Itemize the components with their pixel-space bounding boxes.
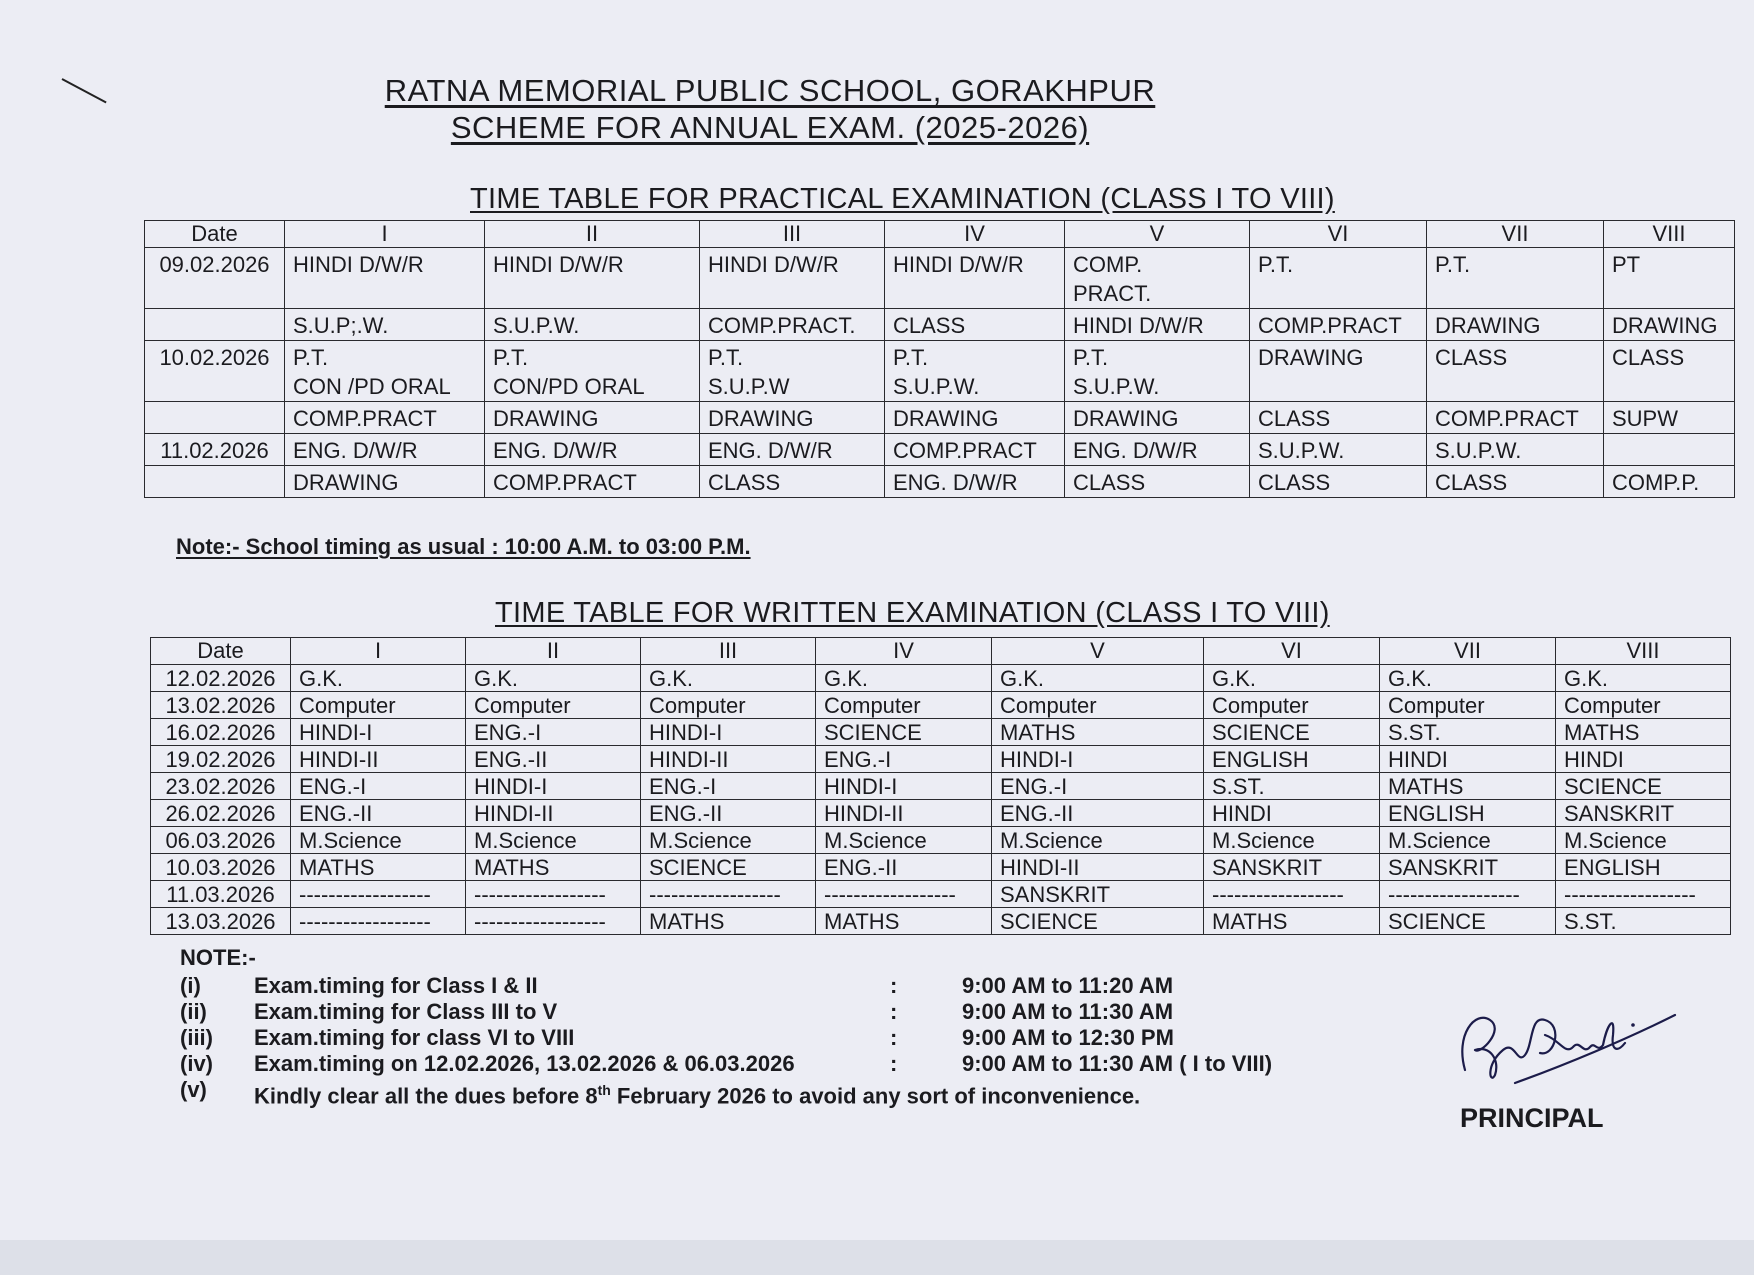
subject-cell: MATHS: [816, 908, 992, 935]
subject-cell: MATHS: [466, 854, 641, 881]
subject-cell: ENGLISH: [1380, 800, 1556, 827]
subject-cell: DRAWING: [485, 402, 700, 434]
subject-cell: MATHS: [992, 719, 1204, 746]
subject-cell: HINDI D/W/R: [285, 248, 485, 309]
subject-cell: HINDI-II: [816, 800, 992, 827]
subject-cell: HINDI-I: [816, 773, 992, 800]
subject-cell: HINDI D/W/R: [1065, 309, 1250, 341]
subject-cell: HINDI-II: [641, 746, 816, 773]
note-text: Exam.timing for class VI to VIII: [254, 1025, 575, 1050]
column-header-class: VIII: [1556, 638, 1731, 665]
table-row: [145, 434, 1735, 466]
subject-cell: HINDI: [1204, 800, 1380, 827]
date-cell: 10.02.2026: [145, 341, 285, 402]
school-name: RATNA MEMORIAL PUBLIC SCHOOL, GORAKHPUR: [384, 73, 1156, 108]
subject-cell: ENG.-II: [641, 800, 816, 827]
note-time: 9:00 AM to 12:30 PM: [962, 1025, 1174, 1050]
table-row: [151, 665, 1731, 692]
subject-cell: S.U.P.W.: [1427, 434, 1604, 466]
subject-cell: M.Science: [466, 827, 641, 854]
date-cell: 10.03.2026: [151, 854, 291, 881]
subject-cell: G.K.: [1204, 665, 1380, 692]
subject-cell: P.T. S.U.P.W: [700, 341, 885, 402]
subject-cell: ENG. D/W/R: [285, 434, 485, 466]
subject-cell: Computer: [466, 692, 641, 719]
subject-cell: G.K.: [1380, 665, 1556, 692]
subject-cell: SCIENCE: [816, 719, 992, 746]
subject-cell: P.T. CON /PD ORAL: [285, 341, 485, 402]
subject-cell: ENG. D/W/R: [885, 466, 1065, 498]
date-cell: 11.02.2026: [145, 434, 285, 466]
table-row: [151, 800, 1731, 827]
table-row: [151, 908, 1731, 935]
subject-cell: DRAWING: [1604, 309, 1735, 341]
column-header-class: IV: [885, 221, 1065, 248]
subject-cell: CLASS: [1427, 341, 1604, 402]
subject-cell: ------------------: [816, 881, 992, 908]
subject-cell: P.T.: [1250, 248, 1427, 309]
subject-cell: DRAWING: [700, 402, 885, 434]
subject-cell: ENG.-II: [992, 800, 1204, 827]
subject-cell: SANSKRIT: [1380, 854, 1556, 881]
subject-cell: CLASS: [1065, 466, 1250, 498]
column-header-class: VI: [1250, 221, 1427, 248]
date-cell: 23.02.2026: [151, 773, 291, 800]
date-cell: 13.02.2026: [151, 692, 291, 719]
subject-cell: G.K.: [466, 665, 641, 692]
subject-cell: MATHS: [291, 854, 466, 881]
subject-cell: MATHS: [1380, 773, 1556, 800]
date-cell: 12.02.2026: [151, 665, 291, 692]
subject-cell: HINDI D/W/R: [700, 248, 885, 309]
column-header-class: VI: [1204, 638, 1380, 665]
note-item: [180, 1025, 1174, 1051]
subject-cell: ------------------: [1556, 881, 1731, 908]
subject-cell: G.K.: [816, 665, 992, 692]
subject-cell: DRAWING: [885, 402, 1065, 434]
subject-cell: CLASS: [1250, 402, 1427, 434]
subject-cell: HINDI-I: [641, 719, 816, 746]
note-num: (iii): [180, 1025, 213, 1050]
subject-cell: COMP.P.: [1604, 466, 1735, 498]
subject-cell: ENGLISH: [1204, 746, 1380, 773]
column-header-class: II: [466, 638, 641, 665]
date-cell: [145, 309, 285, 341]
subject-cell: Computer: [291, 692, 466, 719]
subject-cell: P.T. S.U.P.W.: [1065, 341, 1250, 402]
note-item: [180, 973, 1174, 999]
subject-cell: S.U.P.W.: [485, 309, 700, 341]
note-colon: :: [890, 999, 898, 1024]
subject-cell: G.K.: [1556, 665, 1731, 692]
subject-cell: SCIENCE: [641, 854, 816, 881]
subject-cell: COMP.PRACT: [485, 466, 700, 498]
subject-cell: ENG.-I: [992, 773, 1204, 800]
subject-cell: HINDI D/W/R: [485, 248, 700, 309]
subject-cell: HINDI-I: [466, 773, 641, 800]
table-row: [145, 341, 1735, 402]
subject-cell: ENG.-I: [466, 719, 641, 746]
table-row: [151, 773, 1731, 800]
note-colon: :: [890, 1051, 898, 1076]
column-header-class: IV: [816, 638, 992, 665]
subject-cell: COMP.PRACT: [285, 402, 485, 434]
subject-cell: MATHS: [1204, 908, 1380, 935]
subject-cell: ENGLISH: [1556, 854, 1731, 881]
notes-list: [180, 973, 1273, 1077]
table-row: [151, 854, 1731, 881]
subject-cell: CLASS: [700, 466, 885, 498]
school-timing-note: Note:- School timing as usual : 10:00 A.M. to 03:00 P.M.: [176, 534, 751, 559]
subject-cell: MATHS: [641, 908, 816, 935]
subject-cell: Computer: [816, 692, 992, 719]
date-cell: 06.03.2026: [151, 827, 291, 854]
subject-cell: DRAWING: [1427, 309, 1604, 341]
subject-cell: HINDI-I: [291, 719, 466, 746]
practical-timetable: [144, 220, 1735, 498]
subject-cell: SANSKRIT: [1204, 854, 1380, 881]
date-cell: 19.02.2026: [151, 746, 291, 773]
subject-cell: ------------------: [291, 881, 466, 908]
subject-cell: ENG. D/W/R: [1065, 434, 1250, 466]
subject-cell: M.Science: [1556, 827, 1731, 854]
subject-cell: ENG. D/W/R: [485, 434, 700, 466]
subject-cell: SCIENCE: [1380, 908, 1556, 935]
subject-cell: SANSKRIT: [992, 881, 1204, 908]
subject-cell: G.K.: [291, 665, 466, 692]
table-row: [145, 466, 1735, 498]
subject-cell: SCIENCE: [992, 908, 1204, 935]
subject-cell: Computer: [641, 692, 816, 719]
note-number: (v): [180, 1077, 207, 1102]
column-header-date: Date: [151, 638, 291, 665]
note-item-dues: [180, 1077, 1141, 1109]
subject-cell: S.U.P;.W.: [285, 309, 485, 341]
subject-cell: COMP.PRACT.: [700, 309, 885, 341]
subject-cell: DRAWING: [1065, 402, 1250, 434]
subject-cell: ENG.-I: [641, 773, 816, 800]
subject-cell: M.Science: [1204, 827, 1380, 854]
principal-label: PRINCIPAL: [1460, 1103, 1604, 1133]
column-header-class: V: [992, 638, 1204, 665]
column-header-class: I: [285, 221, 485, 248]
table-row: [145, 402, 1735, 434]
column-header-class: II: [485, 221, 700, 248]
subject-cell: COMP.PRACT: [885, 434, 1065, 466]
column-header-class: V: [1065, 221, 1250, 248]
subject-cell: SCIENCE: [1556, 773, 1731, 800]
note-colon: :: [890, 973, 898, 998]
practical-header-row: [145, 221, 1735, 248]
note-num: (ii): [180, 999, 207, 1024]
table-row: [151, 827, 1731, 854]
date-cell: 26.02.2026: [151, 800, 291, 827]
subject-cell: COMP.PRACT: [1250, 309, 1427, 341]
note-num: (i): [180, 973, 201, 998]
column-header-class: VII: [1380, 638, 1556, 665]
date-cell: [145, 402, 285, 434]
subject-cell: S.ST.: [1380, 719, 1556, 746]
date-cell: 11.03.2026: [151, 881, 291, 908]
subject-cell: DRAWING: [1250, 341, 1427, 402]
table-row: [151, 746, 1731, 773]
subject-cell: M.Science: [1380, 827, 1556, 854]
subject-cell: P.T. CON/PD ORAL: [485, 341, 700, 402]
subject-cell: Computer: [1204, 692, 1380, 719]
subject-cell: SANSKRIT: [1556, 800, 1731, 827]
page-bottom-margin: [0, 1240, 1754, 1275]
date-cell: 16.02.2026: [151, 719, 291, 746]
subject-cell: M.Science: [291, 827, 466, 854]
column-header-date: Date: [145, 221, 285, 248]
subject-cell: SCIENCE: [1204, 719, 1380, 746]
subject-cell: CLASS: [1250, 466, 1427, 498]
exam-scheme-title: SCHEME FOR ANNUAL EXAM. (2025-2026): [450, 110, 1090, 145]
column-header-class: I: [291, 638, 466, 665]
subject-cell: Computer: [1556, 692, 1731, 719]
subject-cell: DRAWING: [285, 466, 485, 498]
subject-cell: [1604, 434, 1735, 466]
note-num: (iv): [180, 1051, 213, 1076]
table-row: [145, 309, 1735, 341]
subject-cell: ENG.-II: [816, 854, 992, 881]
subject-cell: M.Science: [641, 827, 816, 854]
column-header-class: III: [700, 221, 885, 248]
subject-cell: ENG.-II: [466, 746, 641, 773]
note-colon: :: [890, 1025, 898, 1050]
table-row: [151, 719, 1731, 746]
note-time: 9:00 AM to 11:30 AM ( I to VIII): [962, 1051, 1273, 1076]
column-header-class: VIII: [1604, 221, 1735, 248]
date-cell: 09.02.2026: [145, 248, 285, 309]
subject-cell: ENG.-I: [291, 773, 466, 800]
subject-cell: P.T.: [1427, 248, 1604, 309]
subject-cell: CLASS: [1427, 466, 1604, 498]
notes-title: NOTE:-: [180, 945, 256, 970]
subject-cell: ENG.-II: [291, 800, 466, 827]
subject-cell: CLASS: [885, 309, 1065, 341]
subject-cell: G.K.: [992, 665, 1204, 692]
subject-cell: Computer: [1380, 692, 1556, 719]
subject-cell: ------------------: [1380, 881, 1556, 908]
subject-cell: HINDI: [1556, 746, 1731, 773]
subject-cell: Computer: [992, 692, 1204, 719]
subject-cell: ------------------: [466, 908, 641, 935]
table-row: [145, 248, 1735, 309]
note-item: [180, 999, 1174, 1025]
subject-cell: ENG.-I: [816, 746, 992, 773]
exam-notes: [180, 945, 1273, 1109]
subject-cell: COMP. PRACT.: [1065, 248, 1250, 309]
subject-cell: SUPW: [1604, 402, 1735, 434]
subject-cell: HINDI-II: [291, 746, 466, 773]
subject-cell: MATHS: [1556, 719, 1731, 746]
subject-cell: M.Science: [992, 827, 1204, 854]
note-time: 9:00 AM to 11:20 AM: [962, 973, 1174, 998]
subject-cell: ------------------: [291, 908, 466, 935]
date-cell: 13.03.2026: [151, 908, 291, 935]
table-row: [151, 692, 1731, 719]
note-text: Exam.timing on 12.02.2026, 13.02.2026 & 06.03.2026: [254, 1051, 795, 1076]
subject-cell: HINDI-II: [992, 854, 1204, 881]
subject-cell: HINDI D/W/R: [885, 248, 1065, 309]
practical-table-title: TIME TABLE FOR PRACTICAL EXAMINATION (CLASS I TO VIII): [470, 183, 1335, 215]
column-header-class: III: [641, 638, 816, 665]
subject-cell: CLASS: [1604, 341, 1735, 402]
subject-cell: HINDI-I: [992, 746, 1204, 773]
subject-cell: S.ST.: [1556, 908, 1731, 935]
subject-cell: PT: [1604, 248, 1735, 309]
written-header-row: [151, 638, 1731, 665]
subject-cell: HINDI: [1380, 746, 1556, 773]
subject-cell: S.U.P.W.: [1250, 434, 1427, 466]
column-header-class: VII: [1427, 221, 1604, 248]
written-timetable: [150, 637, 1731, 935]
principal-signature: [1445, 995, 1685, 1095]
subject-cell: ------------------: [466, 881, 641, 908]
written-table-title: TIME TABLE FOR WRITTEN EXAMINATION (CLASS I TO VIII): [495, 597, 1330, 629]
subject-cell: P.T. S.U.P.W.: [885, 341, 1065, 402]
subject-cell: G.K.: [641, 665, 816, 692]
subject-cell: HINDI-II: [466, 800, 641, 827]
note-text: Exam.timing for Class I & II: [254, 973, 538, 998]
note-text: Exam.timing for Class III to V: [254, 999, 558, 1024]
date-cell: [145, 466, 285, 498]
subject-cell: ENG. D/W/R: [700, 434, 885, 466]
subject-cell: S.ST.: [1204, 773, 1380, 800]
subject-cell: M.Science: [816, 827, 992, 854]
subject-cell: COMP.PRACT: [1427, 402, 1604, 434]
note-time: 9:00 AM to 11:30 AM: [962, 999, 1174, 1024]
subject-cell: ------------------: [1204, 881, 1380, 908]
note-item: [180, 1051, 1273, 1077]
subject-cell: ------------------: [641, 881, 816, 908]
note-text: Kindly clear all the dues before 8th February 2026 to avoid any sort of inconvenience.: [254, 1082, 1141, 1109]
table-row: [151, 881, 1731, 908]
